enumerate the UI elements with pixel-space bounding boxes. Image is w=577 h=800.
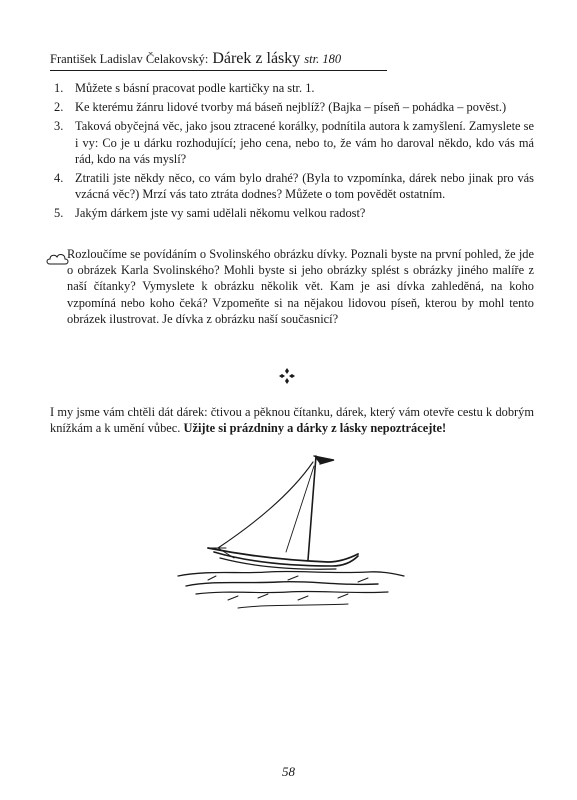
question-number: 4.: [54, 171, 64, 186]
extra-task-text: Rozloučíme se povídáním o Svolinského obrázku dívky. Poznali byste na první pohled, že jde o obrázek Karla Svolinského? Mohli byste si jeho obrázky splést s obrázky jiného malíře z naší čítanky? Vymyslete k obrázku několik vět. Kam je asi dívka zahleděná, na koho vzpomíná nebo koho čeká? Vzpomeňte si na nějakou lidovou píseň, kterou by mohl tento obrázek ilustrovat. Je dívka z obrázku naší současnicí?: [67, 247, 534, 326]
question-item: [54, 170, 534, 202]
question-text: Taková obyčejná věc, jako jsou ztracené korálky, podnítila autora k zamyšlení. Zamyslete se i vy: Co je u dárku rozhodující; jeho cena, nebo to, že vám ho daroval někdo, kdo vás má rád, kdo na vás myslí?: [75, 119, 534, 166]
sailboat-illustration-icon: [168, 448, 408, 618]
author-name: František Ladislav Čelakovský:: [50, 52, 209, 66]
question-number: 3.: [54, 119, 64, 134]
question-text: Jakým dárkem jste vy sami udělali někomu velkou radost?: [75, 206, 366, 221]
question-item: [54, 205, 534, 221]
header-rule: [50, 70, 387, 71]
question-item: [54, 99, 534, 115]
question-text: Ke kterému žánru lidové tvorby má báseň nejblíž? (Bajka – píseň – pohádka – pověst.): [75, 100, 507, 115]
question-number: 2.: [54, 100, 64, 115]
closing-emphasis: Užijte si prázdniny a dárky z lásky nepoztrácejte!: [183, 421, 447, 436]
closing-text: I my jsme vám chtěli dát dárek: čtivou a pěknou čítanku, dárek, který vám otevře cestu k dobrým knížkám a k umění vůbec.: [50, 405, 534, 436]
poem-title: Dárek z lásky: [212, 50, 301, 67]
header: [50, 50, 385, 68]
cloud-icon: [45, 250, 69, 268]
question-number: 1.: [54, 81, 64, 95]
four-diamond-ornament-icon: [279, 368, 295, 384]
question-item: [54, 80, 534, 96]
question-list: [54, 80, 534, 225]
question-item: [54, 118, 534, 167]
closing-paragraph: [50, 404, 534, 436]
page-reference: str. 180: [304, 52, 342, 66]
question-text: Můžete s básní pracovat podle kartičky na str. 1.: [75, 81, 315, 95]
question-text: Ztratili jste někdy něco, co vám bylo drahé? (Byla to vzpomínka, dárek nebo jinak pro vás vzácná věc?) Mrzí vás tato ztráta dodnes? Můžete o tom povědět ostatním.: [75, 171, 534, 202]
page-number: 58: [282, 764, 295, 779]
question-number: 5.: [54, 206, 64, 221]
